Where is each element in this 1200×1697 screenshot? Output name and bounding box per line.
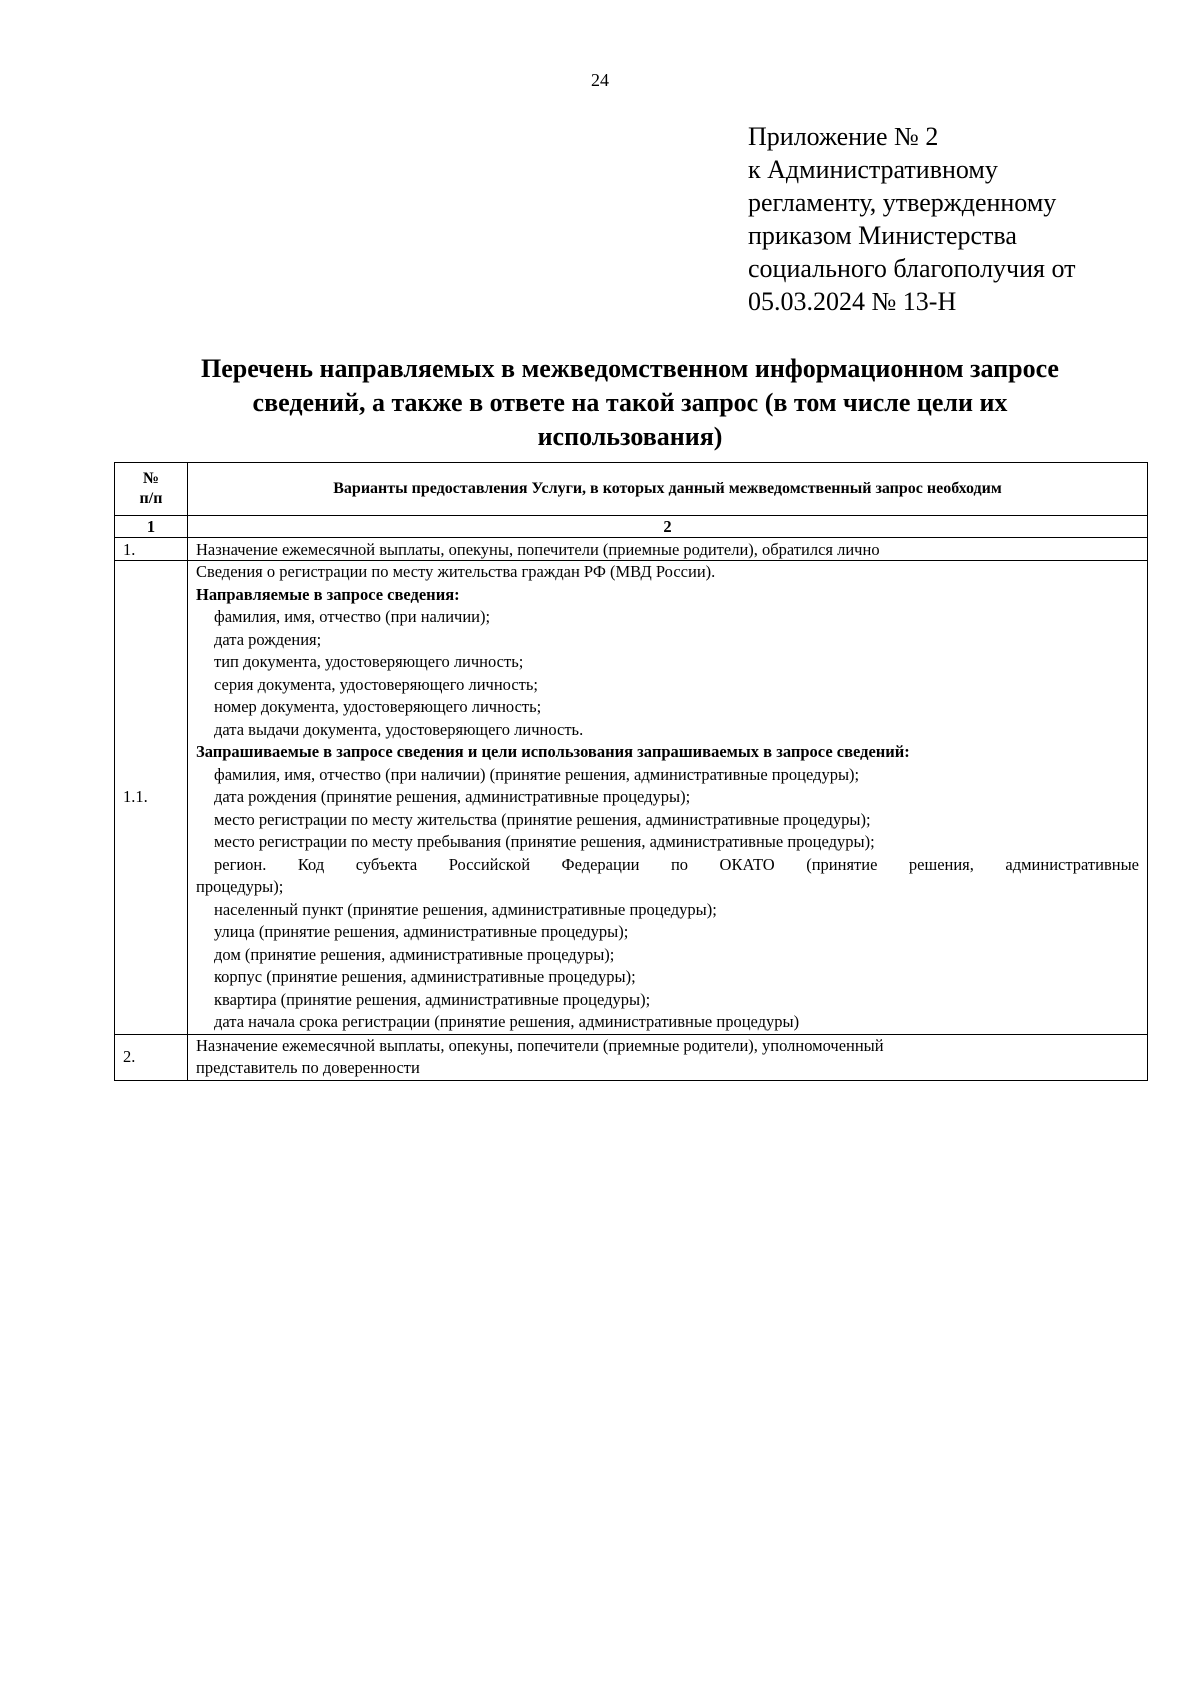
row-text-line: Назначение ежемесячной выплаты, опекуны, попечители (приемные родители), уполномоченный bbox=[196, 1035, 884, 1055]
list-item: населенный пункт (принятие решения, административные процедуры); bbox=[214, 899, 717, 919]
page-number: 24 bbox=[591, 70, 609, 90]
requested-data-heading: Запрашиваемые в запросе сведения и цели использования запрашиваемых в запросе сведений: bbox=[196, 742, 910, 761]
list-item: корпус (принятие решения, административные процедуры); bbox=[214, 967, 636, 986]
appendix-line: Приложение № 2 bbox=[748, 122, 939, 151]
title-line: использования) bbox=[537, 422, 723, 451]
list-item: фамилия, имя, отчество (при наличии) (принятие решения, административные процедуры); bbox=[214, 764, 860, 784]
list-item: место регистрации по месту жительства (принятие решения, административные процедуры); bbox=[214, 809, 871, 829]
header-variants-cell: Варианты предоставления Услуги, в которых данный межведомственный запрос необходим bbox=[188, 463, 1148, 516]
column-numbers-row bbox=[115, 516, 1148, 538]
title-line: сведений, а также в ответе на такой запрос (в том числе цели их bbox=[252, 388, 1008, 417]
table-row bbox=[115, 1034, 1148, 1080]
row-content bbox=[188, 1034, 1148, 1080]
appendix-line: 05.03.2024 № 13-Н bbox=[748, 287, 957, 316]
list-item: квартира (принятие решения, административные процедуры); bbox=[214, 989, 651, 1009]
list-item: дата рождения; bbox=[214, 629, 322, 649]
appendix-line: социального благополучия от bbox=[748, 254, 1076, 283]
list-item: место регистрации по месту пребывания (принятие решения, административные процедуры); bbox=[214, 832, 875, 851]
column-number: 1 bbox=[115, 516, 188, 538]
header-num-abbr: п/п bbox=[139, 490, 163, 507]
row-number: 1.1. bbox=[115, 561, 188, 1035]
list-item: номер документа, удостоверяющего личность; bbox=[214, 697, 542, 716]
list-item-region: регион. Код субъекта Российской Федерации по ОКАТО (принятие решения, административные bbox=[214, 854, 1139, 874]
appendix-line: к Административному bbox=[748, 155, 998, 184]
title-line: Перечень направляемых в межведомственном информационном запросе bbox=[201, 354, 1059, 383]
table-row bbox=[115, 561, 1148, 1035]
appendix-header bbox=[748, 120, 1178, 318]
list-item: улица (принятие решения, административные процедуры); bbox=[214, 922, 629, 941]
appendix-line: регламенту, утвержденному bbox=[748, 188, 1057, 217]
list-item: дата начала срока регистрации (принятие решения, административные процедуры) bbox=[214, 1012, 800, 1031]
row-text-line: представитель по доверенности bbox=[196, 1058, 420, 1077]
list-item: дом (принятие решения, административные процедуры); bbox=[214, 944, 615, 964]
list-item: фамилия, имя, отчество (при наличии); bbox=[214, 607, 491, 626]
list-item: серия документа, удостоверяющего личность; bbox=[214, 674, 538, 694]
row-content bbox=[188, 561, 1148, 1035]
list-item: тип документа, удостоверяющего личность; bbox=[214, 652, 524, 671]
appendix-line: приказом Министерства bbox=[748, 221, 1017, 250]
table-row bbox=[115, 538, 1148, 561]
sent-data-heading: Направляемые в запросе сведения: bbox=[196, 584, 460, 604]
list-item: дата рождения (принятие решения, административные процедуры); bbox=[214, 787, 691, 806]
row-number: 1. bbox=[115, 538, 188, 561]
request-intro: Сведения о регистрации по месту жительства граждан РФ (МВД России). bbox=[196, 562, 716, 581]
header-num-symbol: № bbox=[142, 470, 160, 487]
header-num-cell bbox=[115, 463, 188, 516]
column-number: 2 bbox=[188, 516, 1148, 538]
requests-table bbox=[114, 462, 1148, 1081]
row-number: 2. bbox=[115, 1034, 188, 1080]
document-title bbox=[115, 352, 1145, 454]
row-text: Назначение ежемесячной выплаты, опекуны, попечители (приемные родители), обратился лично bbox=[188, 538, 1148, 561]
list-item-region-continued: процедуры); bbox=[196, 877, 284, 896]
table-header-row bbox=[115, 463, 1148, 516]
list-item: дата выдачи документа, удостоверяющего личность. bbox=[214, 719, 584, 739]
